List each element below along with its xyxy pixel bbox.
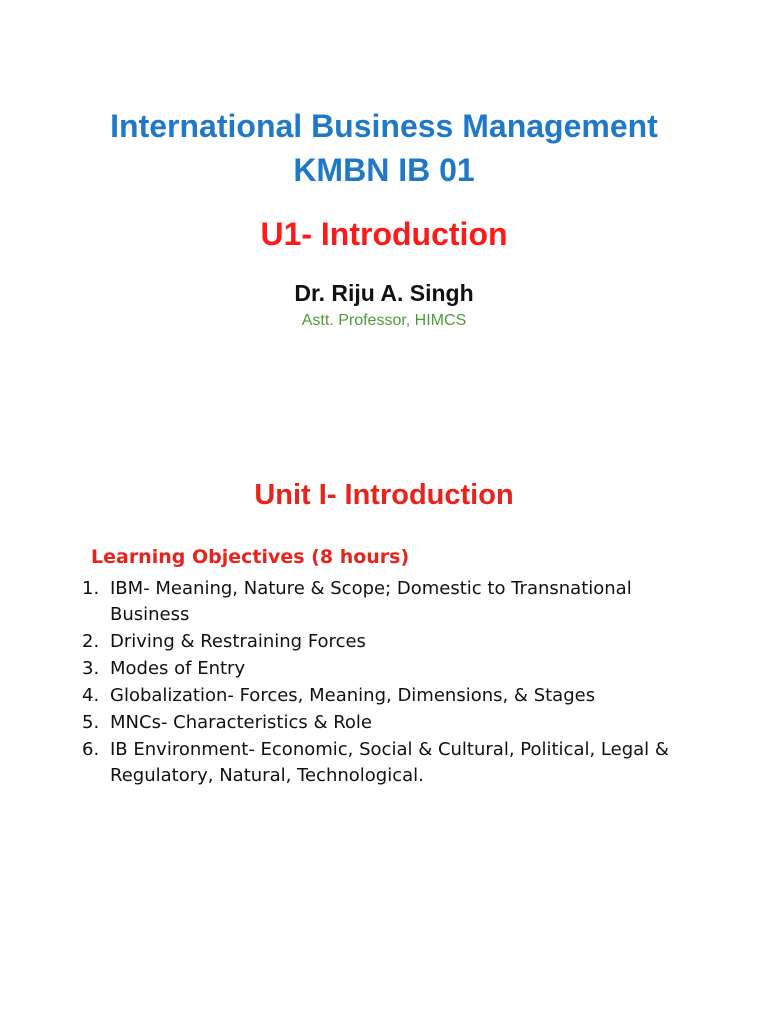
objective-number: 5. [82, 712, 100, 733]
objective-text: MNCs- Characteristics & Role [110, 712, 373, 733]
objective-number: 3. [82, 658, 100, 679]
objectives-list [82, 576, 702, 790]
objective-item [82, 656, 702, 682]
unit-heading: Unit I- Introduction [254, 479, 514, 511]
author-name: Dr. Riju A. Singh [294, 280, 474, 306]
course-code: KMBN IB 01 [293, 152, 475, 188]
objective-number: 6. [82, 739, 100, 760]
objective-number: 4. [82, 685, 100, 706]
objective-number: 1. [82, 578, 100, 599]
objective-item [82, 629, 702, 655]
content-slide [0, 400, 768, 1024]
objective-text: Modes of Entry [110, 658, 246, 679]
unit-title: U1- Introduction [260, 216, 508, 252]
objective-item [82, 683, 702, 709]
author-role: Astt. Professor, HIMCS [301, 312, 467, 329]
objective-text: IBM- Meaning, Nature & Scope; Domestic to Transnational Business [110, 578, 632, 625]
title-slide [0, 0, 768, 400]
objective-item [82, 710, 702, 736]
objective-number: 2. [82, 631, 100, 652]
course-title: International Business Management [110, 108, 658, 144]
objectives-heading: Learning Objectives (8 hours) [91, 546, 410, 568]
objective-text: Driving & Restraining Forces [110, 631, 366, 652]
objective-item [82, 576, 702, 628]
objective-text: IB Environment- Economic, Social & Cultural, Political, Legal & Regulatory, Natural, Technological. [110, 739, 669, 786]
objective-text: Globalization- Forces, Meaning, Dimensions, & Stages [110, 685, 596, 706]
objective-item [82, 737, 702, 789]
